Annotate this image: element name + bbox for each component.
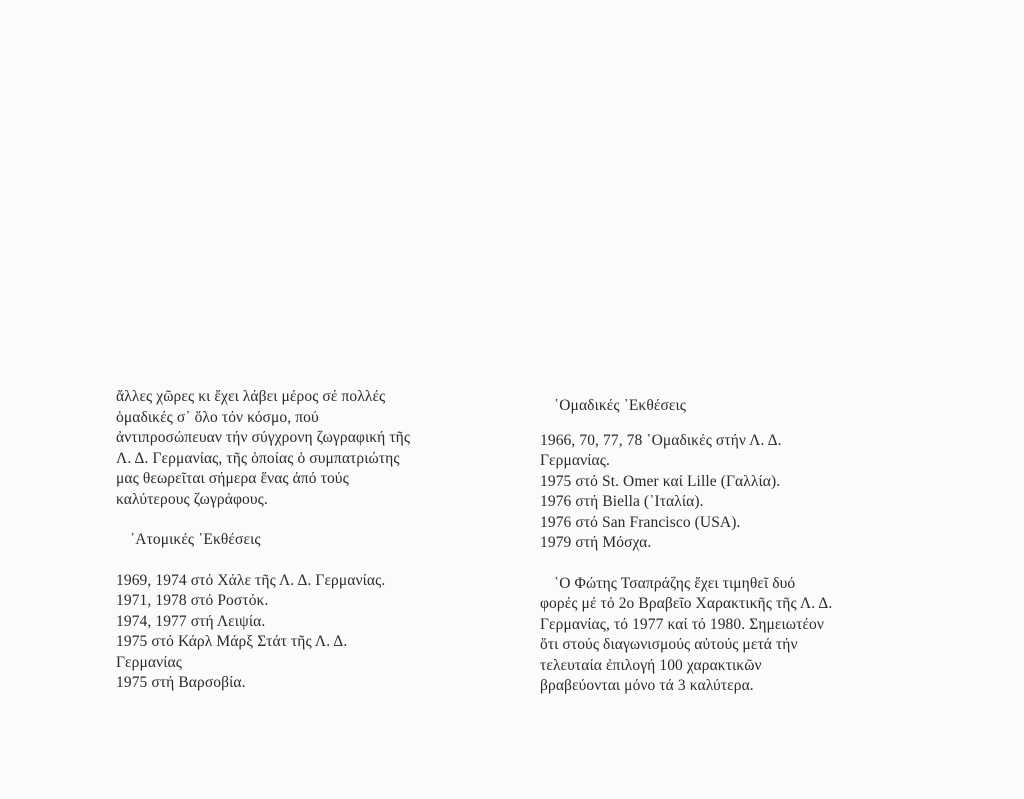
award-paragraph <box>540 574 920 697</box>
award-line: τελευταία ἐπιλογή 100 χαρακτικῶν <box>540 656 762 674</box>
intro-line: ὁμαδικές σ᾿ ὅλο τόν κόσμο, πού <box>116 408 319 426</box>
solo-exhibition-line: 1971, 1978 στό Ροστόκ. <box>116 592 269 609</box>
award-line: βραβεύονται μόνο τά 3 καλύτερα. <box>540 677 754 694</box>
intro-line: Λ. Δ. Γερμανίας, τῆς ὁποίας ὁ συμπατριώτης <box>116 449 400 467</box>
solo-exhibition-line: Γερμανίας <box>116 653 182 671</box>
intro-line: ἀντιπροσώπευαν τήν σύγχρονη ζωγραφική τῆς <box>116 429 411 446</box>
intro-line: καλύτερους ζωγράφους. <box>116 490 268 508</box>
award-line: Γερμανίας, τό 1977 καί τό 1980. Σημειωτέον <box>540 615 825 633</box>
group-exhibition-line: 1976 στό San Francisco (USA). <box>540 513 741 531</box>
group-exhibition-line: 1975 στό St. Omer καί Lille (Γαλλία). <box>540 472 781 490</box>
solo-exhibition-line: 1975 στή Βαρσοβία. <box>116 674 246 691</box>
intro-line: μας θεωρεῖται σήμερα ἕνας ἀπό τούς <box>116 470 349 487</box>
award-line: φορές μέ τό 2ο Βραβεῖο Χαρακτικῆς τῆς Λ. Δ. <box>540 595 833 612</box>
group-exhibitions-list <box>540 431 920 554</box>
group-exhibition-line: 1979 στή Μόσχα. <box>540 534 652 551</box>
solo-exhibitions-list <box>116 571 476 694</box>
right-column <box>540 396 920 697</box>
intro-line: ἄλλες χῶρες κι ἔχει λάβει μέρος σέ πολλές <box>116 388 386 405</box>
group-exhibitions-heading: ῾Ομαδικές ᾿Εκθέσεις <box>554 397 687 414</box>
solo-exhibitions-heading: ᾿Ατομικές ᾿Εκθέσεις <box>130 531 261 548</box>
left-column <box>116 387 476 694</box>
solo-exhibition-line: 1969, 1974 στό Χάλε τῆς Λ. Δ. Γερμανίας. <box>116 571 386 589</box>
award-line: ῾Ο Φώτης Τσαπράζης ἔχει τιμηθεῖ δυό <box>554 574 796 592</box>
group-exhibition-line: Γερμανίας. <box>540 452 610 469</box>
solo-exhibition-line: 1974, 1977 στή Λειψία. <box>116 612 266 630</box>
group-exhibition-line: 1976 στή Biella (᾿Ιταλία). <box>540 493 704 510</box>
award-line: ὅτι στούς διαγωνισμούς αὐτούς μετά τήν <box>540 636 798 653</box>
group-exhibition-line: 1966, 70, 77, 78 ῾Ομαδικές στήν Λ. Δ. <box>540 431 782 449</box>
intro-paragraph <box>116 387 476 510</box>
solo-exhibition-line: 1975 στό Κάρλ Μάρξ Στάτ τῆς Λ. Δ. <box>116 633 348 650</box>
